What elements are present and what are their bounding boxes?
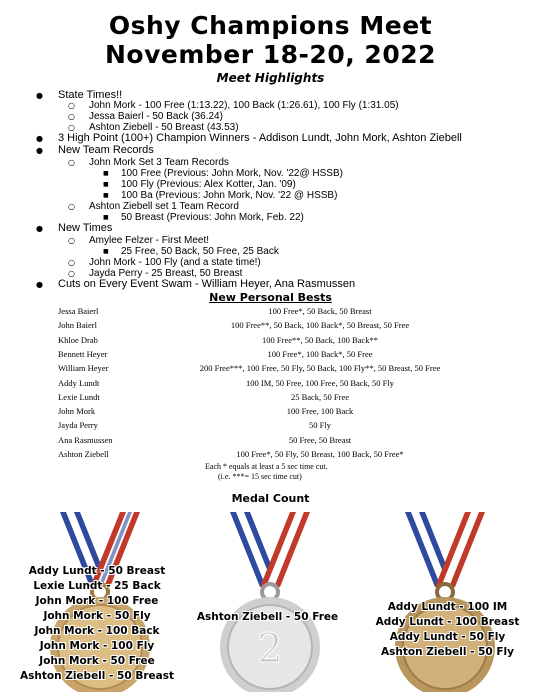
swimmer-name: William Heyer — [58, 363, 109, 374]
bullet-icon: ○ — [68, 202, 75, 211]
highlight-item: 3 High Point (100+) Champion Winners - Addison Lundt, John Mork, Ashton Ziebell — [58, 132, 462, 144]
swimmer-name: Ashton Ziebell — [58, 449, 109, 459]
personal-best-row — [0, 406, 541, 419]
highlight-item: Ashton Ziebell - 50 Breast (43.53) — [89, 122, 239, 133]
bronze-medal-entry: Addy Lundt - 100 IM — [387, 601, 508, 613]
bullet-icon: ■ — [103, 192, 109, 199]
bullet-icon: ● — [36, 146, 43, 155]
swimmer-events: 100 Free*, 100 Back*, 50 Free — [267, 348, 373, 359]
highlight-item: 100 Fly (Previous: Alex Kotter, Jan. '09) — [121, 179, 296, 190]
bullet-icon: ■ — [103, 248, 109, 255]
gold-medal-entry: Addy Lundt - 50 Breast — [28, 565, 166, 577]
bronze-medal-entry: Addy Lundt - 50 Fly — [389, 631, 506, 643]
gold-medal-entry: Ashton Ziebell - 50 Breast — [20, 670, 174, 682]
highlight-item: 50 Breast (Previous: John Mork, Feb. 22) — [121, 212, 304, 223]
gold-medal-entry: John Mork - 100 Fly — [39, 640, 155, 652]
highlight-item: 100 Ba (Previous: John Mork, Nov. '22 @ HSSB) — [121, 190, 338, 201]
bullet-icon: ● — [36, 224, 43, 233]
personal-best-row — [0, 449, 541, 462]
personal-bests-heading: New Personal Bests — [209, 291, 332, 304]
bullet-icon: ○ — [68, 123, 75, 132]
highlight-item: Jessa Baierl - 50 Back (36.24) — [89, 111, 223, 122]
silver-medal-entry: Ashton Ziebell - 50 Free — [196, 611, 339, 623]
swimmer-name: Addy Lundt — [58, 377, 100, 388]
page-date: November 18-20, 2022 — [104, 40, 437, 69]
swimmer-events: 100 Free*, 50 Fly, 50 Breast, 100 Back, 50 Free* — [236, 449, 404, 459]
bullet-icon: ■ — [103, 170, 109, 177]
swimmer-events: 100 Free, 100 Back — [286, 406, 354, 417]
highlight-item: John Mork - 100 Fly (and a state time!) — [89, 257, 261, 268]
bullet-icon: ○ — [68, 269, 75, 278]
highlight-item: Amylee Felzer - First Meet! — [89, 235, 210, 246]
gold-medal-entry: John Mork - 50 Free — [39, 655, 155, 667]
medal-count-heading: Medal Count — [231, 492, 310, 505]
swimmer-name: Ana Rasmussen — [58, 434, 113, 445]
swimmer-name: Khloe Drab — [58, 334, 98, 345]
swimmer-events: 50 Fly — [309, 420, 331, 431]
swimmer-events: 100 Free**, 50 Back, 100 Back** — [262, 334, 378, 345]
personal-best-row — [0, 392, 541, 405]
bullet-icon: ● — [36, 91, 43, 100]
page-subtitle: Meet Highlights — [216, 71, 325, 85]
silver-medal-number: 2 — [257, 626, 283, 672]
highlight-item: New Team Records — [58, 144, 154, 156]
swimmer-events: 200 Free***, 100 Free, 50 Fly, 50 Back, 100 Fly**, 50 Breast, 50 Free — [199, 363, 441, 374]
highlight-item: Jayda Perry - 25 Breast, 50 Breast — [89, 268, 243, 279]
swimmer-events: 25 Back, 50 Free — [290, 391, 350, 402]
bullet-icon: ○ — [68, 112, 75, 121]
silver-medal-icon — [190, 512, 350, 692]
bullet-icon: ○ — [68, 236, 75, 245]
time-cut-note-1: Each * equals at least a 5 sec time cut. — [205, 462, 328, 471]
personal-best-row — [0, 306, 541, 319]
swimmer-name: Jayda Perry — [58, 420, 98, 431]
personal-best-row — [0, 378, 541, 391]
swimmer-name: John Baierl — [58, 320, 97, 331]
silver-medal-list — [185, 610, 350, 625]
bullet-icon: ■ — [103, 181, 109, 188]
gold-medal-entry: John Mork - 50 Fly — [43, 610, 151, 622]
swimmer-name: Bennett Heyer — [58, 348, 108, 359]
highlight-item: New Times — [58, 222, 113, 234]
page-title: Oshy Champions Meet — [108, 11, 433, 40]
swimmer-name: Lexie Lundt — [58, 391, 100, 402]
personal-best-row — [0, 320, 541, 333]
gold-medal-entry: Lexie Lundt - 25 Back — [33, 580, 161, 592]
gold-medal-entry: John Mork - 100 Free — [35, 595, 159, 607]
swimmer-events: 100 IM, 50 Free, 100 Free, 50 Back, 50 Fly — [245, 377, 395, 388]
highlight-item: 25 Free, 50 Back, 50 Free, 25 Back — [121, 246, 279, 257]
highlight-item: Ashton Ziebell set 1 Team Record — [89, 201, 239, 212]
highlight-item: 100 Free (Previous: John Mork, Nov. '22@ HSSB) — [121, 168, 343, 179]
gold-medal-list — [2, 564, 192, 684]
bullet-icon: ○ — [68, 258, 75, 267]
swimmer-name: Jessa Baierl — [58, 306, 99, 316]
gold-medal-entry: John Mork - 100 Back — [34, 625, 160, 637]
highlight-item: John Mork - 100 Free (1:13.22), 100 Back (1:26.61), 100 Fly (1:31.05) — [89, 100, 399, 111]
personal-best-row — [0, 363, 541, 376]
personal-best-row — [0, 435, 541, 448]
personal-best-row — [0, 349, 541, 362]
bullet-icon: ○ — [68, 158, 75, 167]
bronze-medal-list — [355, 600, 540, 660]
swimmer-events: 100 Free*, 50 Back, 50 Breast — [268, 306, 372, 316]
personal-best-row — [0, 420, 541, 433]
highlight-item: Cuts on Every Event Swam - William Heyer, Ana Rasmussen — [58, 278, 356, 290]
swimmer-events: 100 Free**, 50 Back, 100 Back*, 50 Breast, 50 Free — [230, 320, 410, 331]
highlight-item: State Times!! — [58, 89, 123, 101]
personal-best-row — [0, 335, 541, 348]
swimmer-name: John Mork — [58, 406, 96, 417]
bullet-icon: ■ — [103, 214, 109, 221]
bullet-icon: ● — [36, 134, 43, 143]
bullet-icon: ● — [36, 280, 43, 289]
bullet-icon: ○ — [68, 101, 75, 110]
bronze-medal-entry: Addy Lundt - 100 Breast — [375, 616, 520, 628]
time-cut-note-2: (i.e. ***= 15 sec time cut) — [218, 472, 302, 481]
bronze-medal-entry: Ashton Ziebell - 50 Fly — [381, 646, 514, 658]
swimmer-events: 50 Free, 50 Breast — [288, 434, 352, 445]
highlight-item: John Mork Set 3 Team Records — [89, 157, 229, 168]
